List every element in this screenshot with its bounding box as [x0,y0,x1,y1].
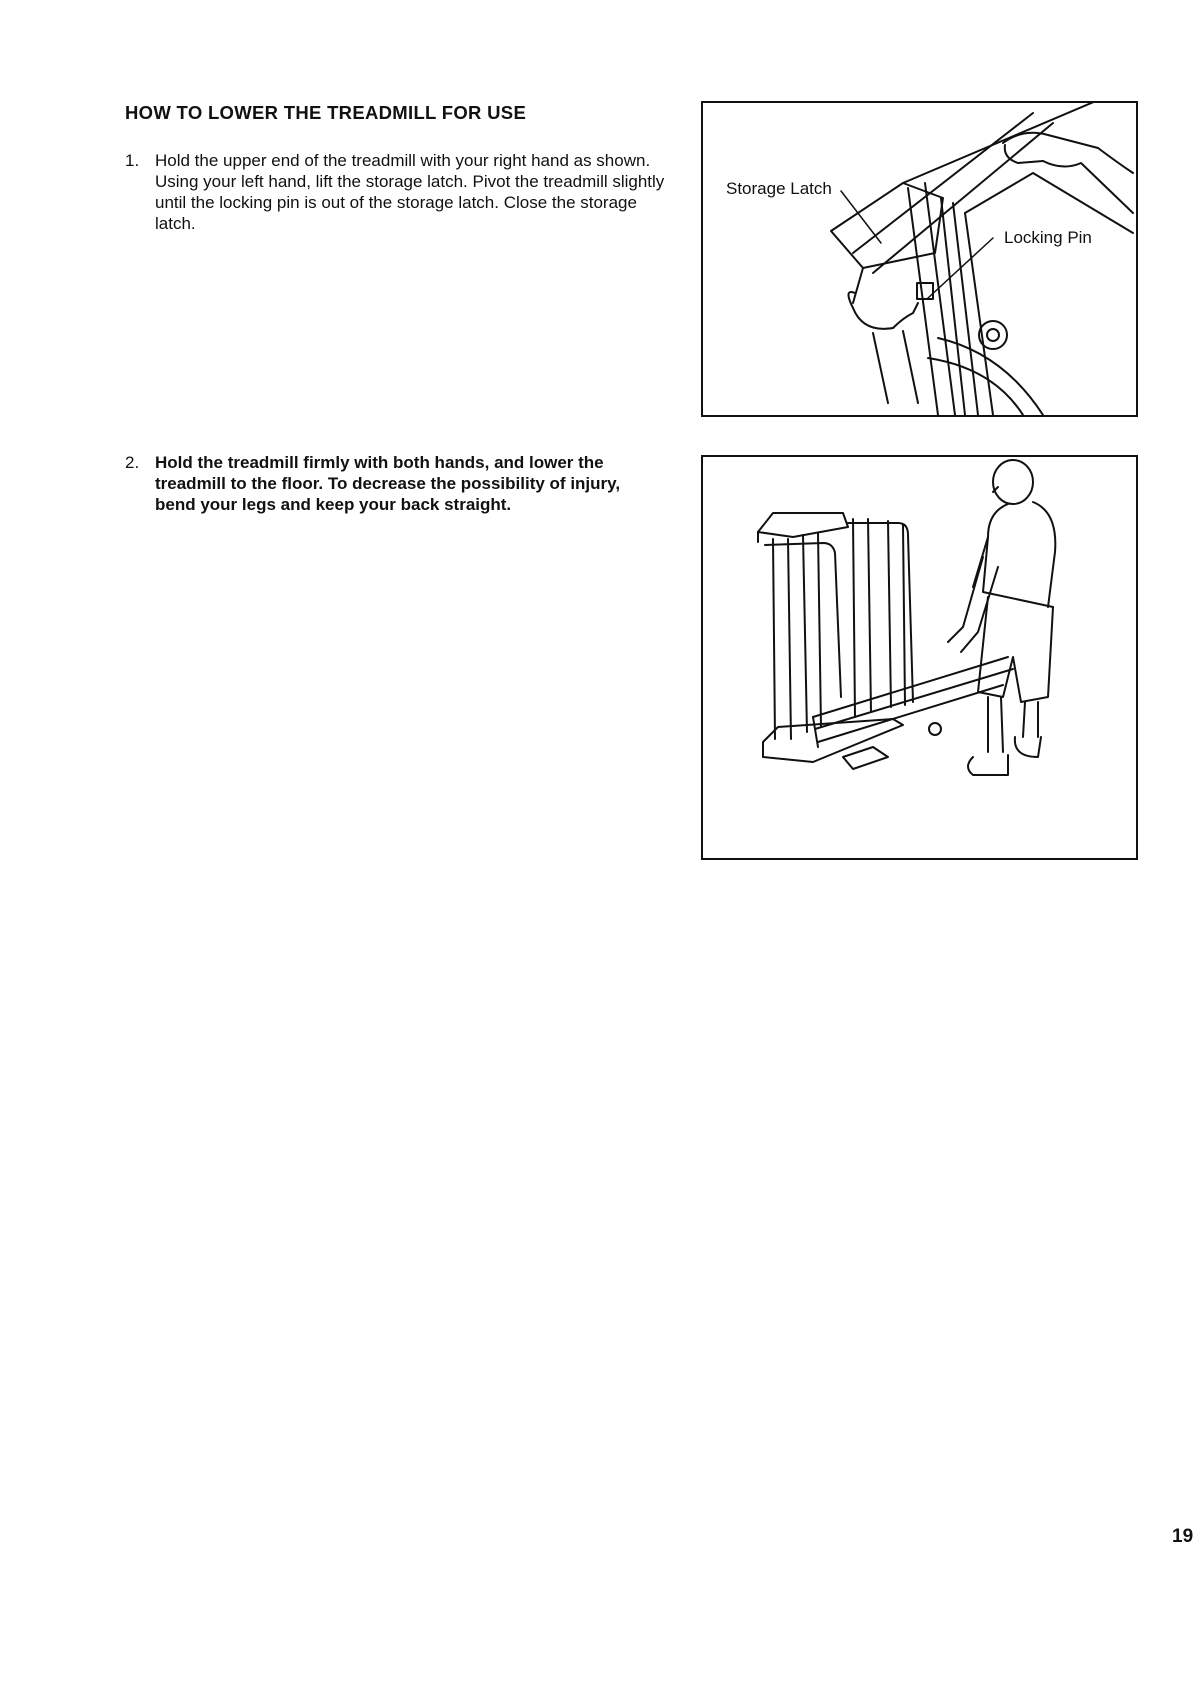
storage-latch-illustration [703,103,1136,415]
page-number: 19 [1172,1526,1194,1547]
section-heading: HOW TO LOWER THE TREADMILL FOR USE [125,102,527,123]
storage-latch-figure [701,101,1138,417]
lowering-treadmill-figure [701,455,1138,860]
storage-latch-label: Storage Latch [726,179,832,198]
lowering-treadmill-illustration [703,457,1136,858]
step-number: 1. [125,151,140,170]
locking-pin-label: Locking Pin [1004,228,1092,247]
step-number: 2. [125,453,140,472]
step-text: Hold the upper end of the treadmill with your right hand as shown. Using your left hand, lift the storage latch. Pivot the treadmill slightly until the locking pin is out of the storage latch. Close the storage latch. [155,151,665,233]
step-2 [125,452,665,515]
step-text: Hold the treadmill firmly with both hands, and lower the treadmill to the floor. To decrease the possibility of injury, bend your legs and keep your back straight. [155,453,621,514]
step-1 [125,150,665,234]
